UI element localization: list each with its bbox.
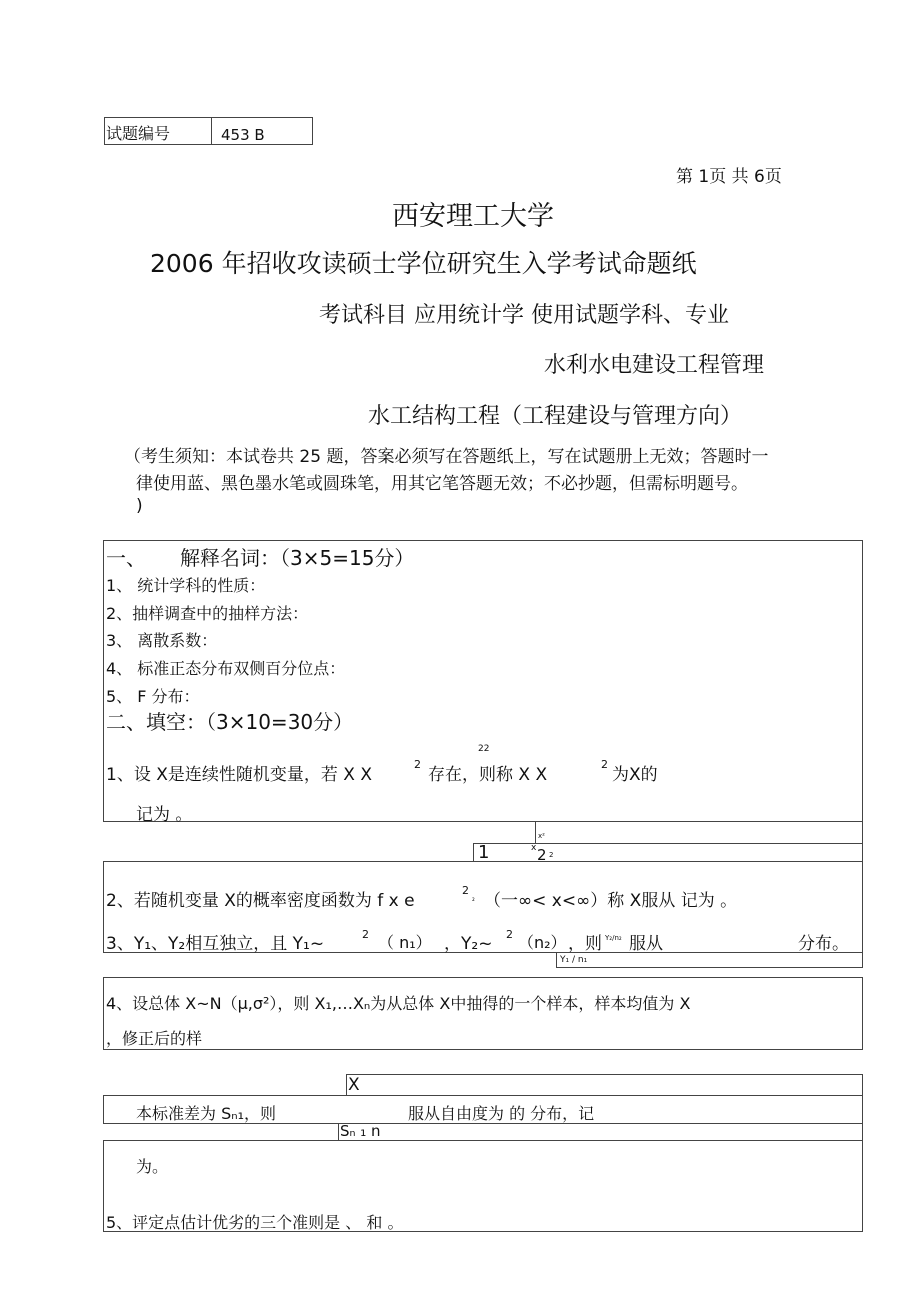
q2-text-a: 2、若随机变量 X的概率密度函数为 f x e (106, 891, 415, 911)
q3-text-b: ，Y₂~ (444, 934, 493, 954)
q4-s-strip (338, 1123, 863, 1141)
q4-line-4: 为。 (136, 1157, 169, 1176)
fraction-two-small: 2 (549, 851, 554, 859)
fraction-strip-top (535, 821, 863, 844)
q3-text-a: 3、Y₁、Y₂相互独立，且 Y₁~ (106, 934, 325, 954)
q1-line-2: 记为 。 (136, 805, 193, 825)
q4-x-strip (346, 1074, 863, 1096)
q1-text-c: 为X的 (612, 765, 658, 785)
q4-x-label: X (348, 1075, 360, 1095)
section-2-heading: 二、填空：（3×10=30分） (106, 710, 354, 734)
q2-sub: ₂ (472, 895, 475, 903)
notice-line-3: ) (136, 496, 143, 516)
subject-line: 考试科目 应用统计学 使用试题学科、专业 (319, 303, 729, 328)
q4-line-1: 4、设总体 X~N（μ,σ²），则 X₁,…Xₙ为从总体 X中抽得的一个样本，样本均值为 X (106, 994, 691, 1013)
major-line-1: 水利水电建设工程管理 (544, 353, 765, 378)
q3-n2: （n₂） (518, 933, 567, 952)
fraction-numerator: x² (538, 832, 545, 840)
notice-line-1: （考生须知：本试卷共 25 题，答案必须写在答题纸上，写在试题册上无效；答题时一 (124, 447, 769, 467)
notice-line-2: 律使用蓝、黑色墨水笔或圆珠笔，用其它笔答题无效；不必抄题，但需标明题号。 (136, 474, 748, 494)
q1-sup-a: 2 (414, 758, 421, 771)
q3-fraction-small: Y₂/n₂ (605, 934, 622, 942)
q4-line-2: ，修正后的样 (106, 1029, 203, 1048)
q3-text-d: 服从 (629, 934, 663, 954)
q3-chi-2: 2 (506, 928, 513, 941)
fraction-x: x (531, 843, 537, 853)
q3-chi-1: 2 (362, 928, 369, 941)
q2-text-b: （一∞< x<∞）称 X服从 记为 。 (484, 891, 738, 911)
q1-superscript-22: 22 (478, 744, 490, 754)
fraction-two: 2 (537, 846, 547, 864)
major-line-2: 水工结构工程（工程建设与管理方向） (368, 404, 743, 429)
exam-code-value: 453 B (221, 126, 265, 144)
q1-text-a: 1、设 X是连续性随机变量，若 X X (106, 765, 372, 785)
exam-title: 2006 年招收攻读硕士学位研究生入学考试命题纸 (150, 249, 697, 278)
q4-s-label: Sₙ ₁ n (340, 1122, 381, 1140)
section-1-heading: 解释名词：（3×5=15分） (180, 546, 415, 570)
exam-code-label: 试题编号 (106, 124, 171, 143)
q3-text-e: 分布。 (798, 934, 849, 954)
university-name: 西安理工大学 (392, 201, 554, 232)
q3-n1: （ n₁） (378, 933, 432, 952)
fraction-one: 1 (478, 842, 490, 863)
q3-text-c: ，则 (568, 934, 602, 954)
section-1-item-3: 3、 离散系数： (106, 631, 218, 650)
section-1-item-5: 5、 F 分布： (106, 687, 200, 706)
exam-code-divider (211, 117, 212, 145)
q1-sup-b: 2 (601, 758, 608, 771)
page-number: 第 1页 共 6页 (676, 167, 782, 187)
q2-sup: 2 (462, 884, 469, 897)
section-1-item-1: 1、 统计学科的性质： (106, 576, 266, 595)
section-1-number: 一、 (106, 546, 146, 570)
section-1-item-2: 2、抽样调查中的抽样方法： (106, 604, 309, 623)
q1-text-b: 存在，则称 X X (428, 765, 548, 785)
q3-denominator-strip (556, 952, 863, 968)
q4-line-3b: 服从自由度为 的 分布，记 (408, 1104, 595, 1123)
q5-text: 5、评定点估计优劣的三个准则是 、 和 。 (106, 1213, 404, 1232)
q4-line-3a: 本标准差为 Sₙ₁，则 (136, 1104, 277, 1123)
q3-denominator: Y₁ / n₁ (560, 955, 588, 965)
section-1-item-4: 4、 标准正态分布双侧百分位点： (106, 659, 346, 678)
